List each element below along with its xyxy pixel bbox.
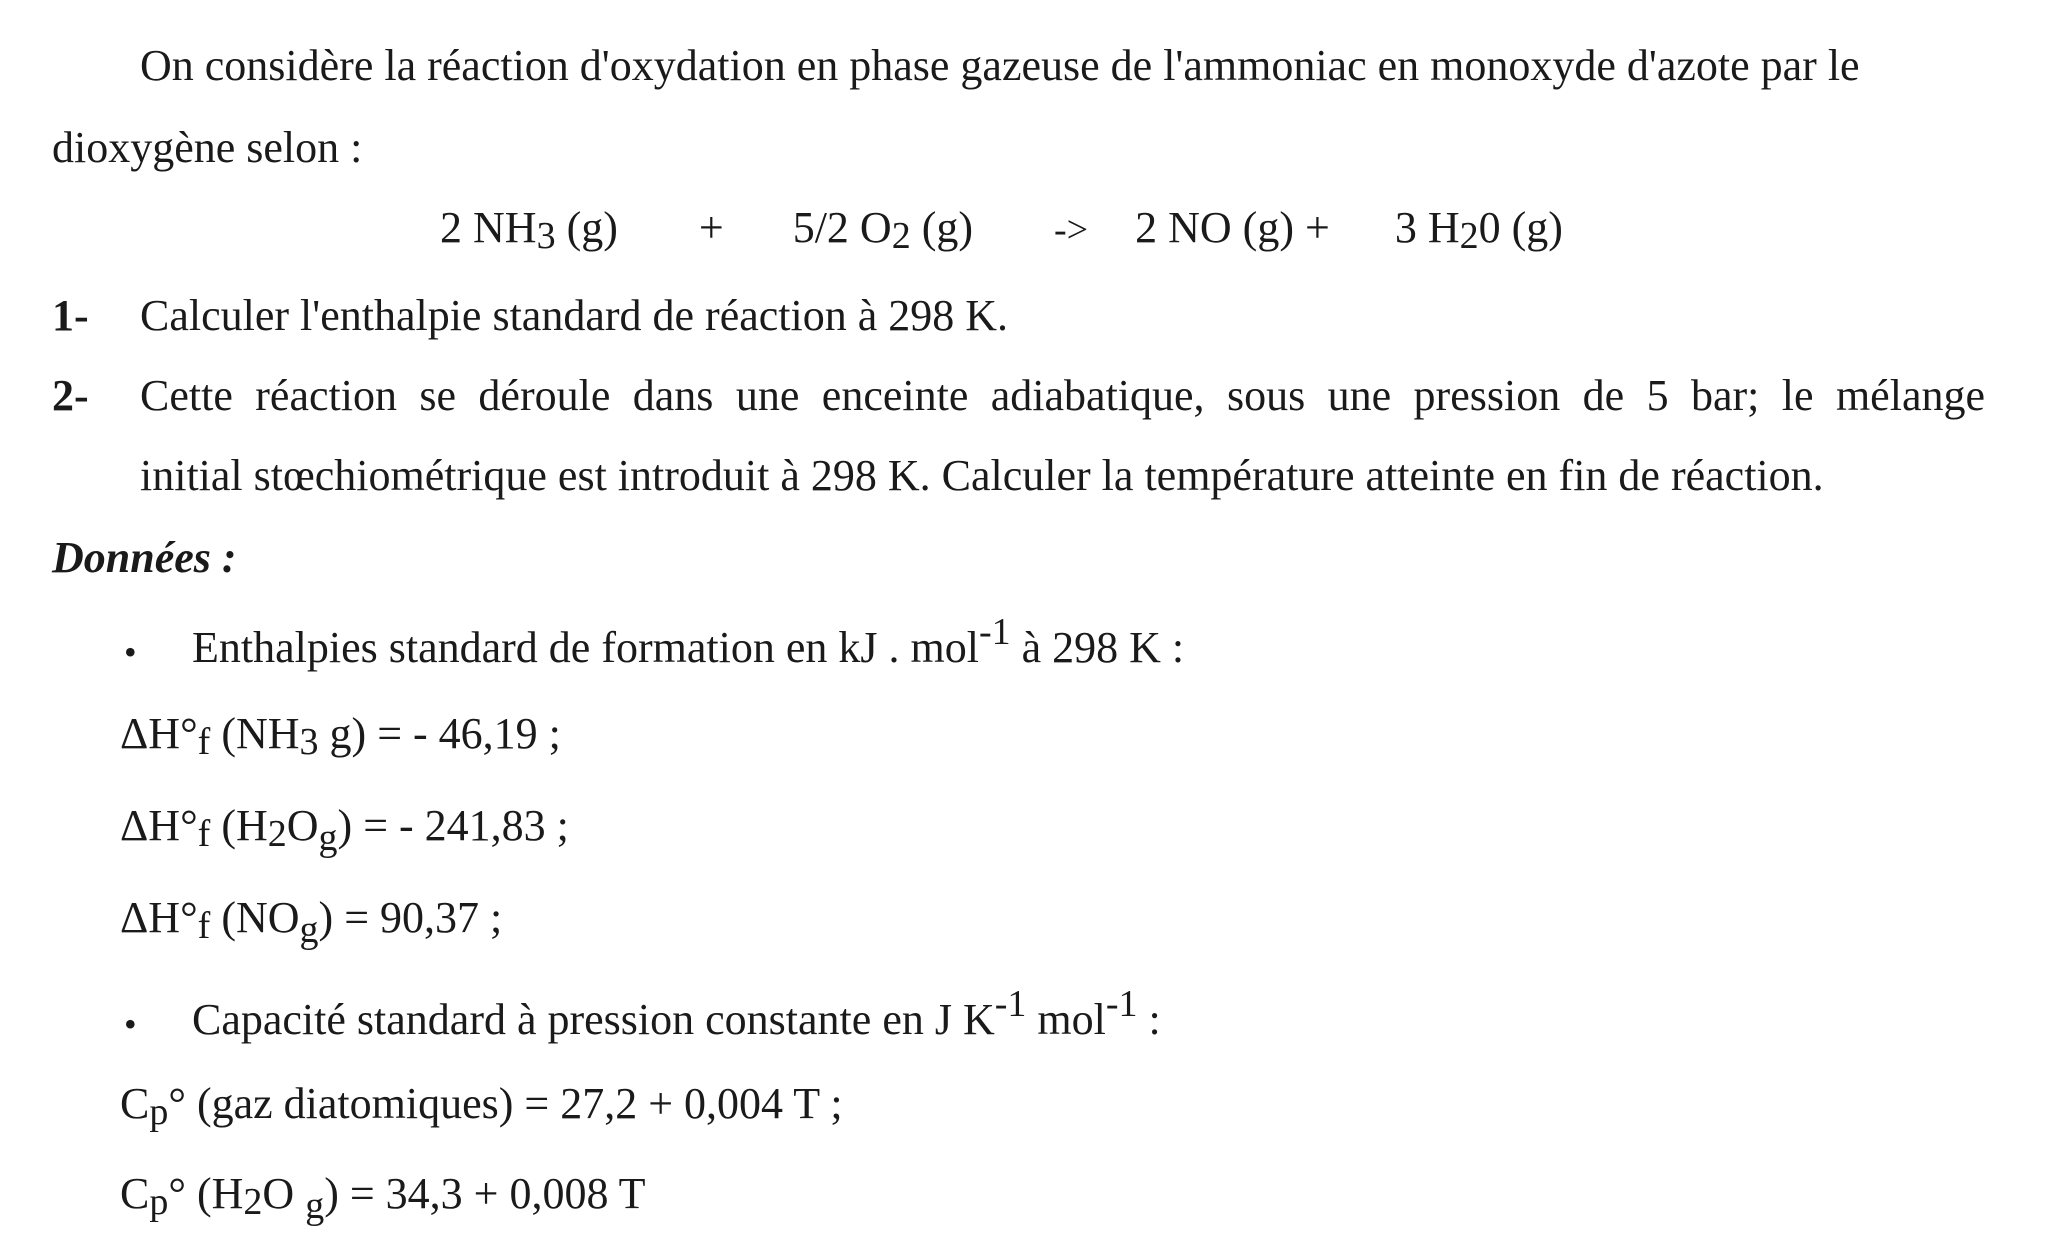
plus-sign-2: + (1304, 203, 1330, 252)
capacity-h2o: Cp° (H2O g) = 34,3 + 0,008 T (120, 1169, 646, 1227)
bullet-icon: • (124, 632, 137, 672)
reaction-equation (440, 203, 1563, 257)
reactant-nh3: 2 NH3 (g) (440, 203, 618, 257)
product-h2o: 3 H20 (g) (1394, 203, 1563, 257)
question-1-text: Calculer l'enthalpie standard de réaction à 298 K. (140, 291, 1009, 340)
question-2-line-1: Cette réaction se déroule dans une enceinte adiabatique, sous une pression de 5 bar; le mélange (140, 371, 1985, 420)
question-2-line-2: initial stœchiométrique est introduit à 298 K. Calculer la température atteinte en fin de réaction. (140, 451, 1824, 500)
intro-line-1: On considère la réaction d'oxydation en phase gazeuse de l'ammoniac en monoxyde d'azote par le (140, 41, 1860, 90)
intro-line-2: dioxygène selon : (52, 123, 363, 172)
question-1-number: 1- (52, 291, 89, 340)
question-2-number: 2- (52, 371, 89, 420)
product-no: 2 NO (g) (1135, 203, 1294, 252)
data-heading: Données : (52, 533, 237, 582)
enthalpy-h2o: ΔH°f (H2Og) = - 241,83 ; (120, 801, 569, 859)
enthalpies-label: Enthalpies standard de formation en kJ . mol-1 à 298 K : (192, 611, 1185, 672)
reaction-arrow: -> (1054, 209, 1089, 251)
plus-sign: + (698, 203, 724, 252)
enthalpy-nh3: ΔH°f (NH3 g) = - 46,19 ; (120, 709, 561, 763)
bullet-icon: • (124, 1004, 137, 1044)
enthalpy-no: ΔH°f (NOg) = 90,37 ; (120, 893, 503, 951)
capacities-label: Capacité standard à pression constante en J K-1 mol-1 : (192, 983, 1161, 1044)
capacity-diatomic: Cp° (gaz diatomiques) = 27,2 + 0,004 T ; (120, 1079, 843, 1133)
reactant-o2: 5/2 O2 (g) (792, 203, 974, 257)
